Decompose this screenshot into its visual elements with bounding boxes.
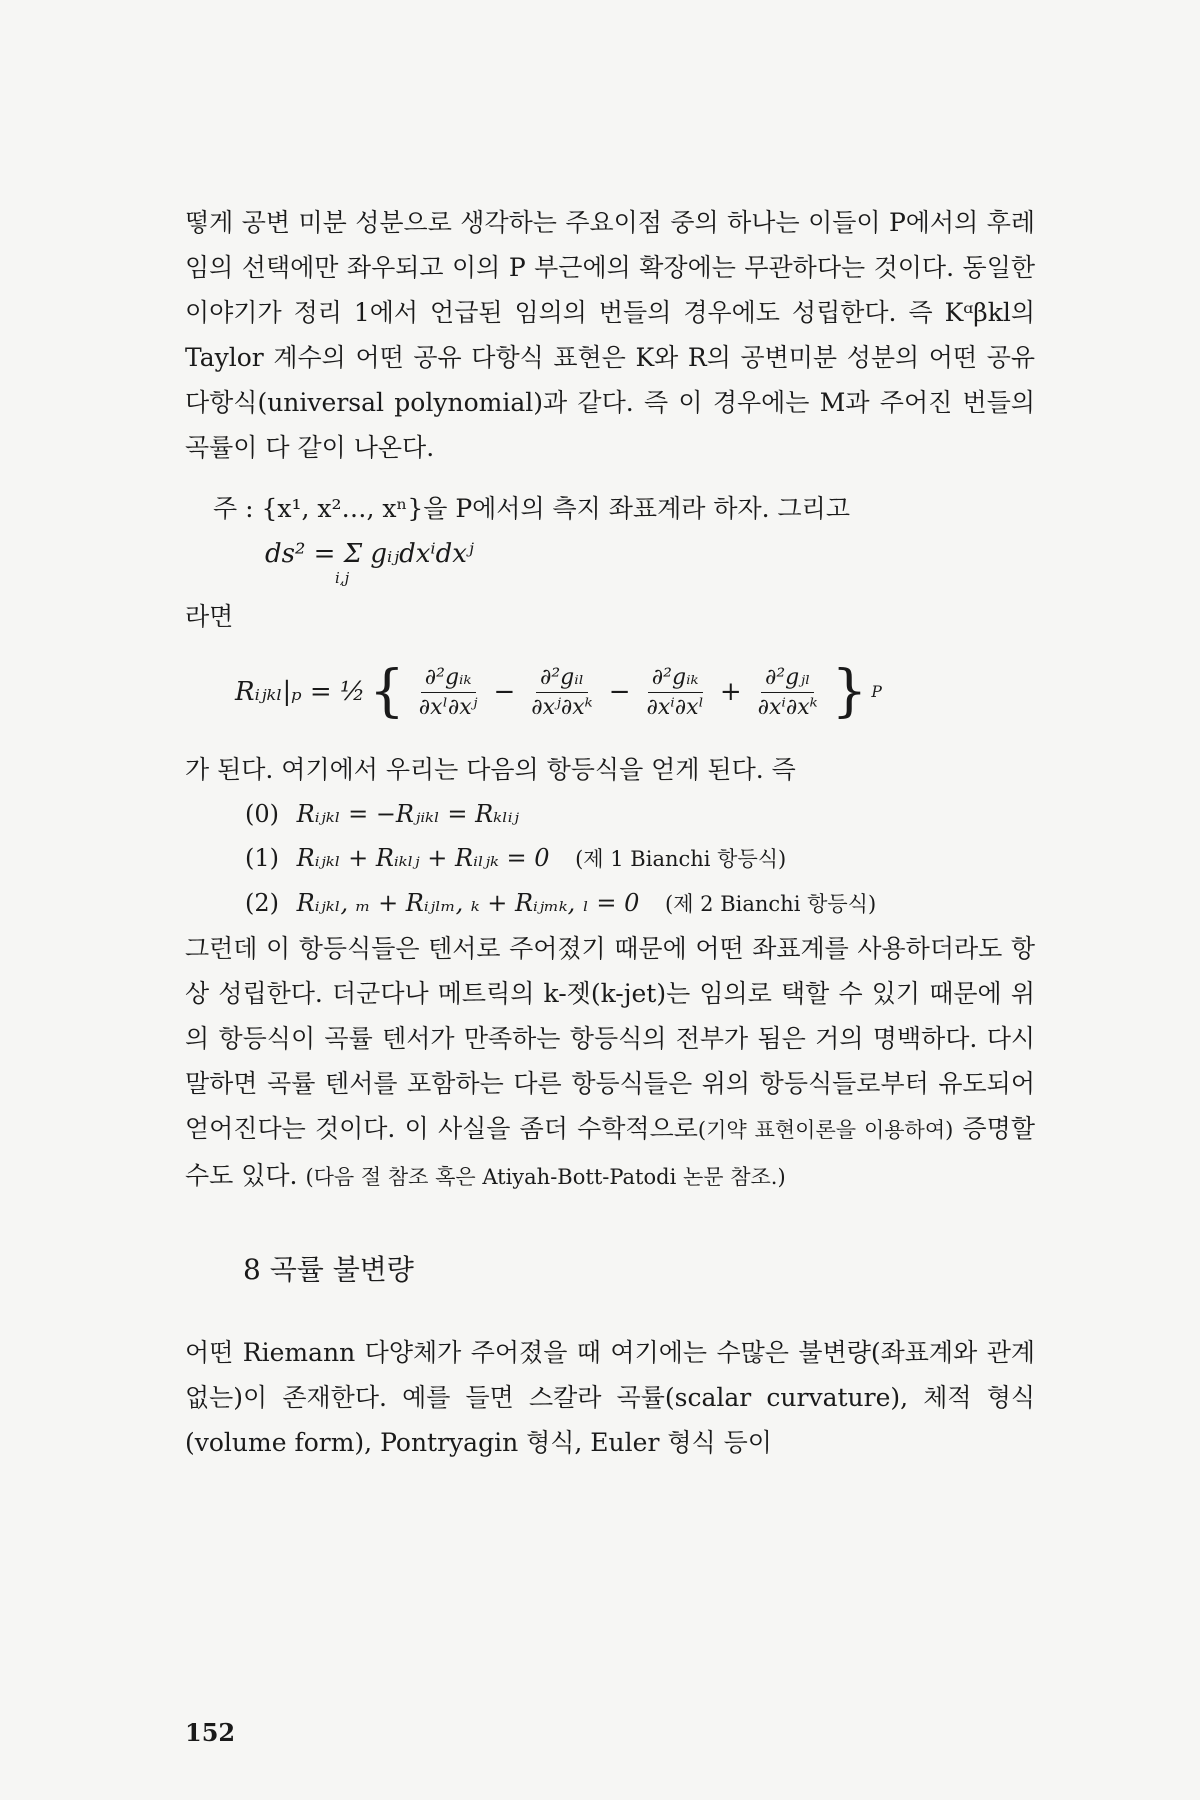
fraction-1 (415, 665, 482, 720)
minus-sign: − (608, 677, 631, 707)
equation-ds (265, 539, 1035, 587)
identity-list (245, 792, 1035, 926)
fraction-1-numerator: ∂²gᵢₖ (421, 665, 476, 693)
equation-ds-subscript: i,j (335, 569, 350, 587)
identity-item (245, 881, 1035, 926)
fraction-2-denominator: ∂xʲ∂xᵏ (531, 694, 593, 720)
section-heading: 8 곡률 불변량 (243, 1253, 414, 1286)
identity-formula: Rᵢⱼₖₗ = −Rⱼᵢₖₗ = Rₖₗᵢⱼ (296, 800, 519, 828)
paragraph-3: 어떤 Riemann 다양체가 주어졌을 때 여기에는 수많은 불변량(좌표계와 관계없는)이 존재한다. 예를 들면 스칼라 곡률(scalar curvature), 체적 형식(volume form), Pontryagin 형식, Euler 형식 등이 (185, 1338, 1035, 1457)
note-block (185, 486, 1035, 531)
right-brace: } (831, 659, 868, 724)
equation-ds-body: ds² = Σ gᵢⱼdxⁱdxʲ (265, 539, 474, 569)
paragraph-2 (185, 926, 1035, 1200)
page-number: 152 (185, 1718, 236, 1747)
fraction-3-numerator: ∂²gᵢₖ (648, 665, 703, 693)
fraction-4-numerator: ∂²gⱼₗ (761, 665, 814, 693)
fraction-4 (754, 665, 822, 720)
equation-riemann-lhs: Rᵢⱼₖₗ|ₚ = ½ (235, 677, 366, 707)
identity-label: (1) (245, 844, 279, 872)
paragraph-1: 떻게 공변 미분 성분으로 생각하는 주요이점 중의 하나는 이들이 P에서의 후레임의 선택에만 좌우되고 이의 P 부근에의 확장에는 무관하다는 것이다. 동일한 이야기가 정리 1에서 언급된 임의의 번들의 경우에도 성립한다. 즉 Kᵅβkl의 Taylor 계수의 어떤 공유 다항식 표현은 K와 R의 공변미분 성분의 어떤 공유 다항식(universal polynomial)과 같다. 즉 이 경우에는 M과 주어진 번들의 곡률이 다 같이 나온다. (185, 208, 1035, 462)
paragraph-2-paren: (기약 표현이론을 이용하여) (697, 1118, 954, 1142)
identity-label: (2) (245, 889, 279, 917)
paragraph-2-body: 그런데 이 항등식들은 텐서로 주어졌기 때문에 어떤 좌표계를 사용하더라도 항상 성립한다. 더군다나 메트릭의 k-젯(k-jet)는 임의로 택할 수 있기 때문에 위의 항등식이 곡률 텐서가 만족하는 항등식의 전부가 됨은 거의 명백하다. 다시 말하면 곡률 텐서를 포함하는 다른 항등식들은 위의 항등식들로부터 유도되어 얻어진다는 것이다. 이 사실을 좀더 수학적으로 (185, 934, 1035, 1143)
identity-note: (제 2 Bianchi 항등식) (665, 892, 877, 916)
paragraph-2-reference: (다음 절 참조 혹은 Atiyah-Bott-Patodi 논문 참조.) (305, 1165, 786, 1189)
fraction-2-numerator: ∂²gᵢₗ (536, 665, 588, 693)
text-ramyeon: 라면 (185, 602, 234, 631)
identity-item (245, 792, 1035, 836)
identity-formula: Rᵢⱼₖₗ, ₘ + Rᵢⱼₗₘ, ₖ + Rᵢⱼₘₖ, ₗ = 0 (296, 889, 640, 917)
fraction-3-denominator: ∂xⁱ∂xˡ (646, 694, 704, 720)
equation-riemann-subscript: P (871, 683, 882, 701)
after-equation-text: 가 된다. 여기에서 우리는 다음의 항등식을 얻게 된다. 즉 (185, 755, 796, 784)
page-body (185, 200, 1035, 1465)
identity-formula: Rᵢⱼₖₗ + Rᵢₖₗⱼ + Rᵢₗⱼₖ = 0 (296, 844, 550, 872)
identity-note: (제 1 Bianchi 항등식) (575, 847, 787, 871)
fraction-4-denominator: ∂xⁱ∂xᵏ (757, 694, 818, 720)
fraction-2 (527, 665, 596, 720)
left-brace: { (369, 659, 405, 724)
plus-sign: + (719, 677, 742, 707)
fraction-3 (643, 665, 708, 720)
note-intro: 주 : {x¹, x²…, xⁿ}을 P에서의 측지 좌표계라 하자. 그리고 (213, 494, 850, 523)
minus-sign: − (493, 677, 516, 707)
paragraph-2-end: 증명할 수도 있다. (185, 1114, 1035, 1190)
fraction-1-denominator: ∂xˡ∂xʲ (418, 694, 478, 720)
identity-item (245, 836, 1035, 881)
identity-label: (0) (245, 800, 279, 828)
equation-riemann (235, 647, 1035, 737)
